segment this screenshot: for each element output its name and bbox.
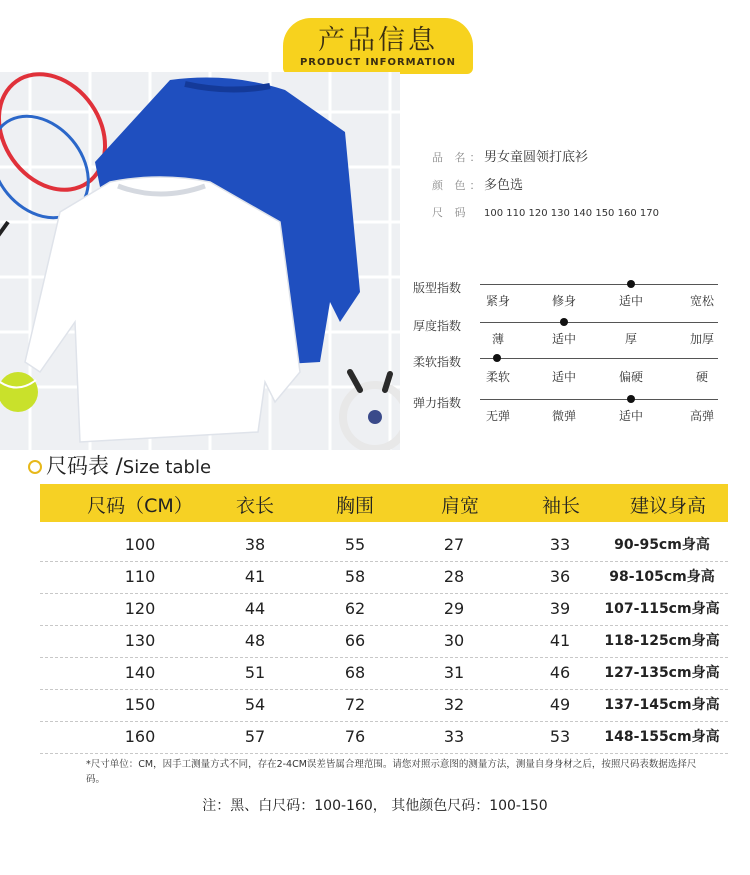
cell-size: 100 <box>124 535 156 554</box>
cell-shoulder: 29 <box>443 599 465 618</box>
index-thickness-marker <box>560 318 568 326</box>
cell-sleeve: 39 <box>549 599 571 618</box>
table-row <box>40 593 728 626</box>
cell-chest: 72 <box>344 695 366 714</box>
info-size-value: 100 110 120 130 140 150 160 170 <box>484 208 659 219</box>
measurement-footnote: *尺寸单位：CM，因手工测量方式不同，存在2-4CM误差皆属合理范围。请您对照示意图的测量方法，测量自身身材之后，按照尺码表数据选择尺码。 <box>86 759 697 785</box>
cell-shoulder: 32 <box>443 695 465 714</box>
index-fit-option: 适中 <box>618 294 643 308</box>
table-row <box>40 561 728 594</box>
index-thickness-scale <box>480 322 718 323</box>
cell-shoulder: 28 <box>443 567 465 586</box>
table-row <box>40 721 728 754</box>
size-table-title-sep: / <box>109 454 123 478</box>
info-color-row <box>432 174 523 193</box>
table-row <box>40 689 728 722</box>
cell-height: 137-145cm身高 <box>604 697 720 713</box>
cell-size: 130 <box>124 631 156 650</box>
index-elasticity-option: 适中 <box>618 409 643 423</box>
col-header-shoulder: 肩宽 <box>440 495 479 517</box>
cell-sleeve: 36 <box>549 567 571 586</box>
section-subtitle: PRODUCT INFORMATION <box>299 57 457 68</box>
col-header-height: 建议身高 <box>629 495 706 517</box>
cell-length: 38 <box>244 535 266 554</box>
info-name-label: 品 名： <box>432 151 485 164</box>
index-fit-option: 紧身 <box>485 294 510 308</box>
index-elasticity-option: 无弹 <box>485 409 510 423</box>
cell-size: 150 <box>124 695 156 714</box>
cell-size: 120 <box>124 599 156 618</box>
section-title: 产品信息 <box>318 25 438 56</box>
index-softness-option: 偏硬 <box>618 370 643 384</box>
cell-sleeve: 49 <box>549 695 571 714</box>
index-elasticity-scale <box>480 399 718 400</box>
cell-chest: 76 <box>344 727 366 746</box>
cell-shoulder: 33 <box>443 727 465 746</box>
index-elasticity-label: 弹力指数 <box>413 396 462 410</box>
cell-chest: 55 <box>344 535 366 554</box>
color-size-note: 注：黑、白尺码：100-160， 其他颜色尺码：100-150 <box>202 798 548 814</box>
cell-size: 160 <box>124 727 156 746</box>
cell-height: 148-155cm身高 <box>604 729 720 745</box>
cell-sleeve: 53 <box>549 727 571 746</box>
index-softness-option: 柔软 <box>485 370 510 384</box>
cell-shoulder: 27 <box>443 535 465 554</box>
size-table-title <box>28 450 211 480</box>
index-softness-option: 硬 <box>695 370 708 384</box>
index-fit-option: 宽松 <box>689 294 714 308</box>
section-header-badge <box>283 18 473 74</box>
cell-height: 107-115cm身高 <box>604 601 720 617</box>
product-photo-illustration <box>0 72 400 450</box>
index-softness-label: 柔软指数 <box>413 355 462 369</box>
index-thickness-option: 薄 <box>491 332 504 346</box>
index-fit-marker <box>627 280 635 288</box>
info-name-value: 男女童圆领打底衫 <box>484 150 589 165</box>
col-header-size: 尺码（CM） <box>87 495 193 517</box>
cell-sleeve: 46 <box>549 663 571 682</box>
index-thickness-label: 厚度指数 <box>413 319 462 333</box>
index-thickness-option: 厚 <box>624 332 637 346</box>
table-row <box>40 657 728 690</box>
table-row <box>40 529 728 562</box>
index-softness-option: 适中 <box>551 370 576 384</box>
cell-length: 44 <box>244 599 266 618</box>
product-photo <box>0 72 400 450</box>
index-elasticity-marker <box>627 395 635 403</box>
index-elasticity-option: 高弹 <box>689 409 714 423</box>
cell-height: 118-125cm身高 <box>604 633 720 649</box>
size-table-title-cn: 尺码表 <box>46 454 109 478</box>
table-row <box>40 625 728 658</box>
info-name-row <box>432 146 588 165</box>
index-fit-label: 版型指数 <box>413 281 462 295</box>
col-header-chest: 胸围 <box>335 495 374 517</box>
index-elasticity-option: 微弹 <box>551 409 576 423</box>
index-thickness-option: 适中 <box>551 332 576 346</box>
info-color-label: 颜 色： <box>432 179 485 192</box>
cell-chest: 62 <box>344 599 366 618</box>
size-table-title-en: Size table <box>122 457 212 478</box>
cell-chest: 58 <box>344 567 366 586</box>
col-header-sleeve: 袖长 <box>541 495 580 517</box>
cell-length: 54 <box>244 695 266 714</box>
cell-height: 127-135cm身高 <box>604 665 720 681</box>
index-thickness-option: 加厚 <box>689 332 714 346</box>
col-header-length: 衣长 <box>235 495 274 517</box>
cell-size: 110 <box>124 567 156 586</box>
cell-length: 51 <box>244 663 266 682</box>
cell-chest: 66 <box>344 631 366 650</box>
info-color-value: 多色选 <box>484 178 524 193</box>
info-size-row <box>432 204 659 220</box>
index-softness-marker <box>493 354 501 362</box>
cell-shoulder: 31 <box>443 663 465 682</box>
info-size-label: 尺 码 <box>432 206 470 219</box>
cell-chest: 68 <box>344 663 366 682</box>
index-fit-scale <box>480 284 718 285</box>
cell-sleeve: 41 <box>549 631 571 650</box>
title-bullet-icon <box>28 460 42 474</box>
cell-length: 48 <box>244 631 266 650</box>
cell-height: 90-95cm身高 <box>614 537 710 553</box>
cell-size: 140 <box>124 663 156 682</box>
size-table-header <box>40 484 728 522</box>
cell-shoulder: 30 <box>443 631 465 650</box>
index-fit-option: 修身 <box>551 294 576 308</box>
cell-length: 57 <box>244 727 266 746</box>
index-softness-scale <box>480 358 718 359</box>
cell-length: 41 <box>244 567 266 586</box>
cell-height: 98-105cm身高 <box>609 569 715 585</box>
cell-sleeve: 33 <box>549 535 571 554</box>
